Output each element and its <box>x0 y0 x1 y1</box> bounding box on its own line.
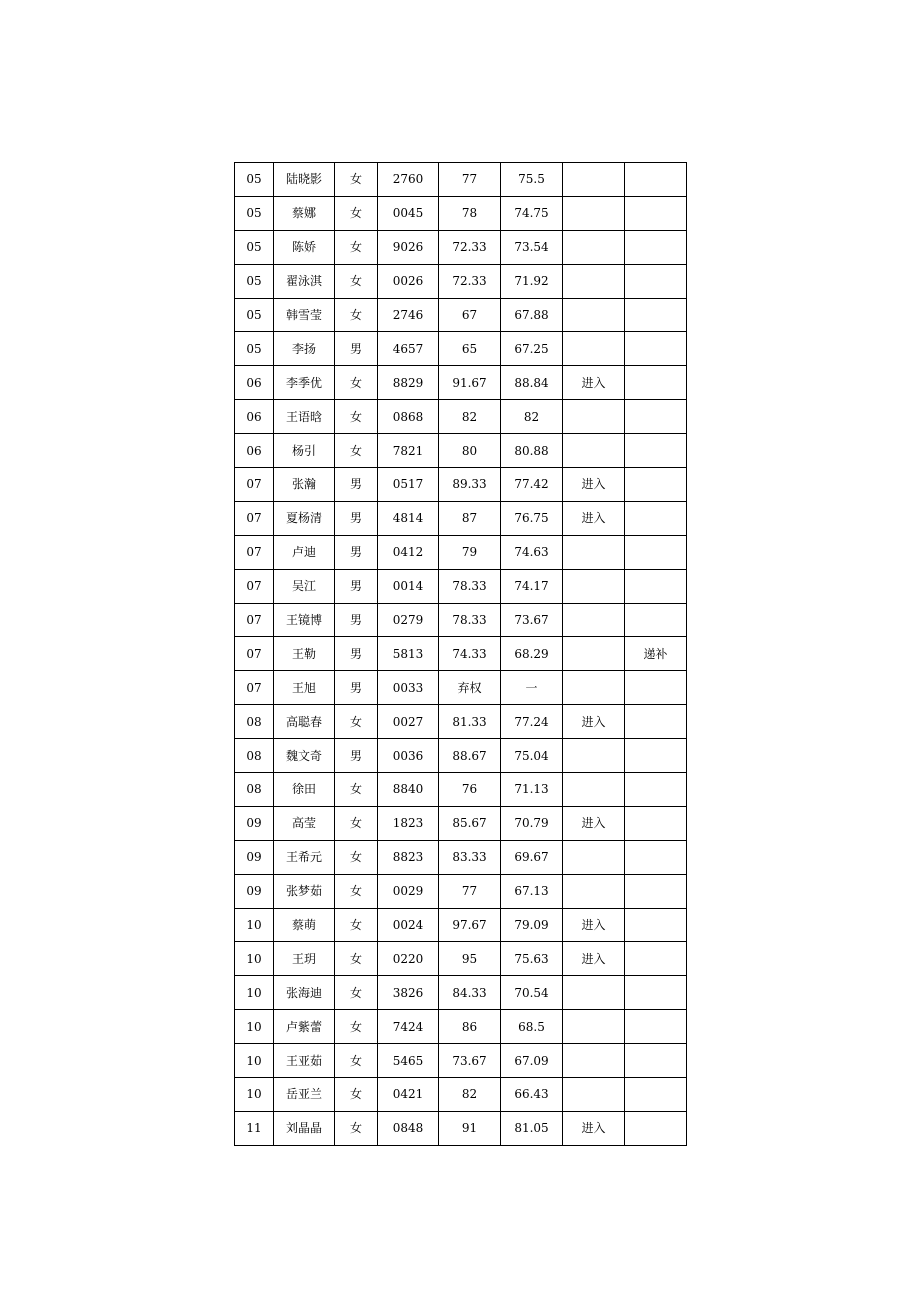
cell-total: 一 <box>501 671 563 705</box>
cell-group: 05 <box>235 163 274 197</box>
cell-score: 82 <box>439 400 501 434</box>
cell-name: 王语晗 <box>274 400 335 434</box>
cell-gender: 女 <box>335 874 378 908</box>
cell-total: 67.88 <box>501 298 563 332</box>
cell-score: 78.33 <box>439 603 501 637</box>
cell-gender: 女 <box>335 264 378 298</box>
cell-note <box>625 908 687 942</box>
cell-group: 05 <box>235 332 274 366</box>
cell-note <box>625 806 687 840</box>
cell-gender: 男 <box>335 637 378 671</box>
cell-id: 0045 <box>378 196 439 230</box>
cell-note <box>625 1078 687 1112</box>
cell-total: 67.13 <box>501 874 563 908</box>
table-row <box>235 806 687 840</box>
table-row <box>235 942 687 976</box>
cell-score: 91 <box>439 1111 501 1145</box>
cell-id: 0421 <box>378 1078 439 1112</box>
cell-name: 张梦茹 <box>274 874 335 908</box>
table-row <box>235 434 687 468</box>
cell-note <box>625 501 687 535</box>
cell-group: 10 <box>235 1010 274 1044</box>
cell-gender: 男 <box>335 535 378 569</box>
cell-group: 05 <box>235 264 274 298</box>
cell-score: 79 <box>439 535 501 569</box>
cell-score: 弃权 <box>439 671 501 705</box>
cell-id: 0220 <box>378 942 439 976</box>
cell-score: 87 <box>439 501 501 535</box>
cell-group: 10 <box>235 976 274 1010</box>
cell-status: 进入 <box>563 942 625 976</box>
cell-note <box>625 603 687 637</box>
cell-status <box>563 230 625 264</box>
results-table-body <box>235 163 687 1146</box>
cell-status <box>563 298 625 332</box>
cell-id: 0029 <box>378 874 439 908</box>
cell-group: 05 <box>235 196 274 230</box>
table-row <box>235 1044 687 1078</box>
cell-id: 0412 <box>378 535 439 569</box>
cell-name: 李扬 <box>274 332 335 366</box>
cell-score: 89.33 <box>439 468 501 502</box>
cell-total: 74.63 <box>501 535 563 569</box>
cell-gender: 女 <box>335 1010 378 1044</box>
cell-total: 71.13 <box>501 773 563 807</box>
cell-id: 7424 <box>378 1010 439 1044</box>
cell-note <box>625 535 687 569</box>
cell-id: 0848 <box>378 1111 439 1145</box>
cell-gender: 女 <box>335 1044 378 1078</box>
cell-group: 06 <box>235 366 274 400</box>
cell-total: 77.24 <box>501 705 563 739</box>
cell-gender: 女 <box>335 400 378 434</box>
table-row <box>235 264 687 298</box>
cell-note <box>625 230 687 264</box>
cell-name: 陈娇 <box>274 230 335 264</box>
cell-gender: 女 <box>335 806 378 840</box>
cell-status <box>563 569 625 603</box>
cell-gender: 女 <box>335 163 378 197</box>
cell-group: 07 <box>235 637 274 671</box>
cell-note <box>625 366 687 400</box>
cell-status <box>563 163 625 197</box>
cell-gender: 女 <box>335 1078 378 1112</box>
cell-group: 05 <box>235 230 274 264</box>
cell-status <box>563 196 625 230</box>
cell-id: 9026 <box>378 230 439 264</box>
cell-group: 06 <box>235 434 274 468</box>
cell-total: 73.67 <box>501 603 563 637</box>
cell-id: 4814 <box>378 501 439 535</box>
cell-id: 0033 <box>378 671 439 705</box>
table-row <box>235 603 687 637</box>
cell-group: 07 <box>235 569 274 603</box>
cell-gender: 女 <box>335 773 378 807</box>
cell-score: 81.33 <box>439 705 501 739</box>
cell-gender: 女 <box>335 196 378 230</box>
cell-group: 10 <box>235 1044 274 1078</box>
cell-score: 88.67 <box>439 739 501 773</box>
cell-score: 77 <box>439 874 501 908</box>
table-row <box>235 874 687 908</box>
cell-total: 82 <box>501 400 563 434</box>
cell-total: 81.05 <box>501 1111 563 1145</box>
cell-group: 10 <box>235 908 274 942</box>
cell-gender: 女 <box>335 942 378 976</box>
cell-score: 72.33 <box>439 230 501 264</box>
cell-id: 0279 <box>378 603 439 637</box>
cell-id: 7821 <box>378 434 439 468</box>
cell-total: 77.42 <box>501 468 563 502</box>
cell-group: 07 <box>235 535 274 569</box>
cell-total: 75.5 <box>501 163 563 197</box>
cell-name: 翟泳淇 <box>274 264 335 298</box>
table-row <box>235 1078 687 1112</box>
cell-status <box>563 1010 625 1044</box>
cell-note <box>625 976 687 1010</box>
cell-group: 11 <box>235 1111 274 1145</box>
cell-gender: 女 <box>335 908 378 942</box>
cell-group: 07 <box>235 671 274 705</box>
cell-status: 进入 <box>563 806 625 840</box>
cell-name: 陆晓影 <box>274 163 335 197</box>
table-row <box>235 671 687 705</box>
cell-status <box>563 400 625 434</box>
table-row <box>235 773 687 807</box>
cell-id: 0014 <box>378 569 439 603</box>
table-row <box>235 196 687 230</box>
cell-status <box>563 739 625 773</box>
cell-name: 王镜博 <box>274 603 335 637</box>
cell-score: 84.33 <box>439 976 501 1010</box>
cell-score: 72.33 <box>439 264 501 298</box>
cell-id: 8823 <box>378 840 439 874</box>
cell-name: 杨引 <box>274 434 335 468</box>
cell-gender: 女 <box>335 230 378 264</box>
cell-score: 91.67 <box>439 366 501 400</box>
cell-name: 王希元 <box>274 840 335 874</box>
cell-note <box>625 1044 687 1078</box>
cell-name: 王勒 <box>274 637 335 671</box>
table-row <box>235 705 687 739</box>
cell-name: 张海迪 <box>274 976 335 1010</box>
cell-note <box>625 434 687 468</box>
table-row <box>235 908 687 942</box>
cell-name: 张瀚 <box>274 468 335 502</box>
cell-gender: 女 <box>335 705 378 739</box>
cell-total: 67.25 <box>501 332 563 366</box>
cell-name: 王亚茹 <box>274 1044 335 1078</box>
cell-total: 67.09 <box>501 1044 563 1078</box>
cell-id: 0868 <box>378 400 439 434</box>
cell-status: 进入 <box>563 705 625 739</box>
cell-gender: 女 <box>335 434 378 468</box>
cell-group: 09 <box>235 874 274 908</box>
cell-gender: 男 <box>335 603 378 637</box>
cell-score: 74.33 <box>439 637 501 671</box>
cell-name: 李季优 <box>274 366 335 400</box>
cell-note <box>625 468 687 502</box>
cell-score: 86 <box>439 1010 501 1044</box>
cell-id: 5465 <box>378 1044 439 1078</box>
cell-status <box>563 874 625 908</box>
cell-status <box>563 1078 625 1112</box>
cell-total: 68.29 <box>501 637 563 671</box>
cell-note <box>625 840 687 874</box>
cell-id: 2746 <box>378 298 439 332</box>
cell-gender: 女 <box>335 840 378 874</box>
cell-id: 8829 <box>378 366 439 400</box>
cell-total: 69.67 <box>501 840 563 874</box>
cell-score: 78.33 <box>439 569 501 603</box>
cell-group: 07 <box>235 501 274 535</box>
cell-name: 魏文奇 <box>274 739 335 773</box>
cell-note <box>625 874 687 908</box>
table-row <box>235 1111 687 1145</box>
cell-status <box>563 637 625 671</box>
cell-score: 65 <box>439 332 501 366</box>
cell-name: 王玥 <box>274 942 335 976</box>
cell-status <box>563 264 625 298</box>
cell-total: 79.09 <box>501 908 563 942</box>
cell-total: 74.75 <box>501 196 563 230</box>
cell-total: 76.75 <box>501 501 563 535</box>
cell-id: 0517 <box>378 468 439 502</box>
cell-score: 82 <box>439 1078 501 1112</box>
cell-total: 73.54 <box>501 230 563 264</box>
results-sheet <box>234 162 687 1146</box>
table-row <box>235 739 687 773</box>
table-row <box>235 332 687 366</box>
cell-group: 10 <box>235 942 274 976</box>
cell-status <box>563 1044 625 1078</box>
cell-group: 10 <box>235 1078 274 1112</box>
cell-score: 80 <box>439 434 501 468</box>
cell-note <box>625 773 687 807</box>
cell-status <box>563 535 625 569</box>
cell-note <box>625 942 687 976</box>
cell-id: 0024 <box>378 908 439 942</box>
cell-score: 97.67 <box>439 908 501 942</box>
cell-note <box>625 400 687 434</box>
cell-name: 王旭 <box>274 671 335 705</box>
cell-gender: 男 <box>335 569 378 603</box>
cell-total: 70.79 <box>501 806 563 840</box>
cell-note <box>625 1111 687 1145</box>
cell-name: 夏杨清 <box>274 501 335 535</box>
cell-gender: 男 <box>335 468 378 502</box>
cell-score: 83.33 <box>439 840 501 874</box>
table-row <box>235 366 687 400</box>
cell-note <box>625 1010 687 1044</box>
cell-status: 进入 <box>563 366 625 400</box>
cell-score: 95 <box>439 942 501 976</box>
cell-name: 卢紫蕾 <box>274 1010 335 1044</box>
cell-status <box>563 840 625 874</box>
table-row <box>235 535 687 569</box>
cell-gender: 男 <box>335 671 378 705</box>
cell-group: 09 <box>235 806 274 840</box>
cell-group: 09 <box>235 840 274 874</box>
cell-gender: 男 <box>335 739 378 773</box>
cell-group: 06 <box>235 400 274 434</box>
cell-gender: 女 <box>335 976 378 1010</box>
table-row <box>235 569 687 603</box>
cell-note <box>625 332 687 366</box>
cell-id: 0036 <box>378 739 439 773</box>
table-row <box>235 637 687 671</box>
cell-status: 进入 <box>563 1111 625 1145</box>
cell-status <box>563 976 625 1010</box>
cell-group: 08 <box>235 739 274 773</box>
cell-score: 73.67 <box>439 1044 501 1078</box>
cell-note <box>625 739 687 773</box>
cell-score: 77 <box>439 163 501 197</box>
cell-total: 75.63 <box>501 942 563 976</box>
cell-group: 08 <box>235 773 274 807</box>
cell-status <box>563 603 625 637</box>
table-row <box>235 230 687 264</box>
table-row <box>235 163 687 197</box>
cell-total: 71.92 <box>501 264 563 298</box>
results-table <box>234 162 687 1146</box>
cell-status <box>563 773 625 807</box>
cell-status: 进入 <box>563 908 625 942</box>
cell-gender: 女 <box>335 298 378 332</box>
cell-group: 07 <box>235 603 274 637</box>
cell-name: 徐田 <box>274 773 335 807</box>
cell-id: 0027 <box>378 705 439 739</box>
cell-name: 韩雪莹 <box>274 298 335 332</box>
cell-name: 蔡萌 <box>274 908 335 942</box>
cell-score: 76 <box>439 773 501 807</box>
cell-gender: 男 <box>335 332 378 366</box>
cell-status: 进入 <box>563 468 625 502</box>
table-row <box>235 298 687 332</box>
cell-status <box>563 671 625 705</box>
cell-score: 85.67 <box>439 806 501 840</box>
cell-name: 吴江 <box>274 569 335 603</box>
table-row <box>235 1010 687 1044</box>
cell-total: 88.84 <box>501 366 563 400</box>
cell-name: 高莹 <box>274 806 335 840</box>
cell-status <box>563 332 625 366</box>
cell-id: 0026 <box>378 264 439 298</box>
cell-id: 3826 <box>378 976 439 1010</box>
cell-group: 05 <box>235 298 274 332</box>
cell-id: 8840 <box>378 773 439 807</box>
table-row <box>235 400 687 434</box>
cell-group: 07 <box>235 468 274 502</box>
cell-note: 递补 <box>625 637 687 671</box>
cell-total: 74.17 <box>501 569 563 603</box>
cell-name: 卢迪 <box>274 535 335 569</box>
cell-group: 08 <box>235 705 274 739</box>
cell-total: 70.54 <box>501 976 563 1010</box>
cell-name: 岳亚兰 <box>274 1078 335 1112</box>
cell-id: 4657 <box>378 332 439 366</box>
cell-name: 刘晶晶 <box>274 1111 335 1145</box>
cell-note <box>625 569 687 603</box>
cell-total: 75.04 <box>501 739 563 773</box>
cell-name: 蔡娜 <box>274 196 335 230</box>
cell-gender: 女 <box>335 1111 378 1145</box>
cell-status <box>563 434 625 468</box>
cell-gender: 男 <box>335 501 378 535</box>
cell-note <box>625 264 687 298</box>
table-row <box>235 501 687 535</box>
cell-note <box>625 671 687 705</box>
cell-note <box>625 196 687 230</box>
cell-note <box>625 298 687 332</box>
cell-gender: 女 <box>335 366 378 400</box>
table-row <box>235 976 687 1010</box>
cell-name: 高聪春 <box>274 705 335 739</box>
cell-id: 5813 <box>378 637 439 671</box>
table-row <box>235 840 687 874</box>
cell-total: 68.5 <box>501 1010 563 1044</box>
cell-status: 进入 <box>563 501 625 535</box>
table-row <box>235 468 687 502</box>
cell-total: 80.88 <box>501 434 563 468</box>
cell-note <box>625 705 687 739</box>
cell-total: 66.43 <box>501 1078 563 1112</box>
cell-score: 67 <box>439 298 501 332</box>
cell-score: 78 <box>439 196 501 230</box>
cell-note <box>625 163 687 197</box>
cell-id: 2760 <box>378 163 439 197</box>
cell-id: 1823 <box>378 806 439 840</box>
